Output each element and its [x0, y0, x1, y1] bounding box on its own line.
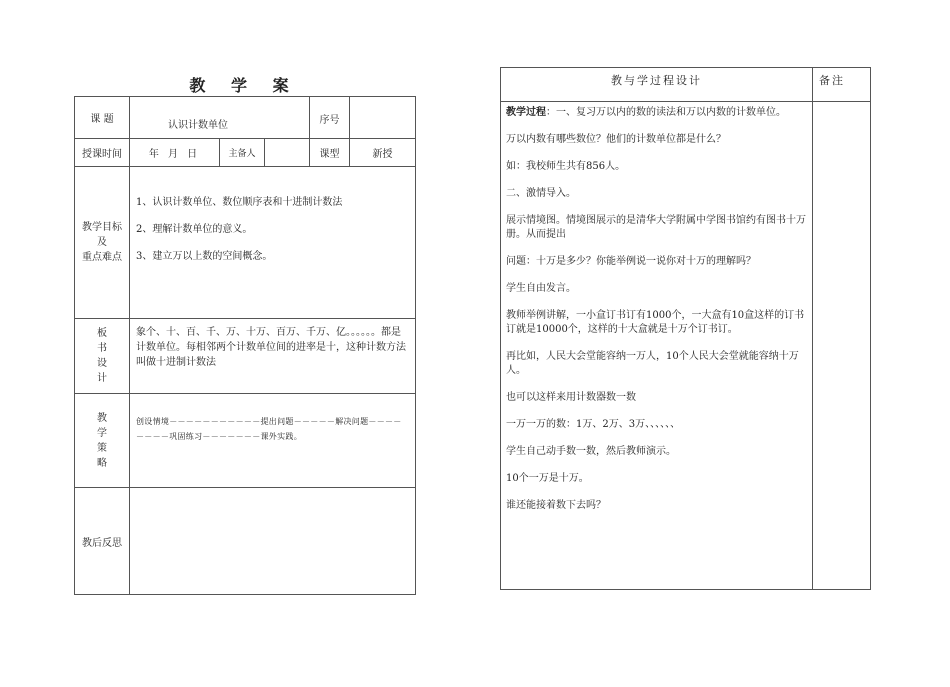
process-paragraph: 如：我校师生共有856人。 — [506, 161, 626, 172]
process-paragraph: 万以内数有哪些数位？他们的计数单位都是什么？ — [506, 134, 726, 145]
type-value: 新授 — [350, 139, 416, 167]
serial-label: 序号 — [310, 97, 350, 139]
process-content — [501, 102, 813, 590]
notes-content — [813, 102, 871, 590]
page-title: 教 学 案 — [189, 76, 299, 95]
time-value: 年 月 日 — [130, 139, 220, 167]
process-paragraph: 教师举例讲解，一小盒订书订有1000个，一大盒有10盒这样的订书订就是10000个，这样的十大盒就是十万个订书订。 — [506, 310, 805, 335]
topic-value: 认识计数单位 — [130, 97, 310, 139]
board-label: 板 书 设 计 — [75, 319, 130, 394]
process-paragraph: 二、激情导入。 — [506, 188, 576, 199]
teaching-strategy-text: 创设情境－－－－－－－－－－－提出问题－－－－－解决问题－－－－－－－－巩固练习－－－－－－－课外实践。 — [130, 394, 416, 488]
board-design-text: 象个、十、百、千、万、十万、百万、千万、亿。。。。。。都是计数单位。每相邻两个计数单位间的进率是十，这种计数方法叫做十进制计数法 — [130, 319, 416, 394]
process-paragraph: 学生自己动手数一数，然后教师演示。 — [506, 446, 676, 457]
goal-item: 3、建立万以上数的空间概念。 — [136, 251, 273, 262]
process-header: 教与学过程设计 — [501, 68, 813, 102]
process-paragraph: 一万一万的数：1万、2万、3万、、、、、、 — [506, 419, 681, 430]
topic-label: 课 题 — [75, 97, 130, 139]
goal-item: 1、认识计数单位、数位顺序表和十进制计数法 — [136, 197, 343, 208]
goals-content — [130, 167, 416, 319]
process-paragraph: 也可以这样来用计数器数一数 — [506, 392, 636, 403]
teaching-process-table — [500, 67, 871, 590]
process-lead-bold: 教学过程 — [506, 107, 546, 118]
strategy-label: 教 学 策 略 — [75, 394, 130, 488]
process-paragraph: 问题：十万是多少？你能举例说一说你对十万的理解吗？ — [506, 256, 756, 267]
type-label: 课型 — [310, 139, 350, 167]
reflection-value — [130, 488, 416, 595]
goals-label: 教学目标 及 重点难点 — [75, 167, 130, 319]
process-lead-text: ：一、复习万以内的数的读法和万以内数的计数单位。 — [546, 107, 786, 118]
lesson-info-table — [74, 96, 416, 595]
serial-value — [350, 97, 416, 139]
process-paragraph: 展示情境图。情境图展示的是清华大学附属中学图书馆约有图书十万册。从而提出 — [506, 215, 806, 240]
process-paragraph: 再比如，人民大会堂能容纳一万人，10个人民大会堂就能容纳十万人。 — [506, 351, 799, 376]
process-paragraph: 谁还能接着数下去吗？ — [506, 500, 606, 511]
goal-item: 2、理解计数单位的意义。 — [136, 224, 253, 235]
process-paragraph: 10个一万是十万。 — [506, 473, 589, 484]
preparer-value — [265, 139, 310, 167]
notes-header: 备注 — [813, 68, 871, 102]
time-label: 授课时间 — [75, 139, 130, 167]
reflection-label: 教后反思 — [75, 488, 130, 595]
preparer-label: 主备人 — [220, 139, 265, 167]
process-paragraph: 学生自由发言。 — [506, 283, 576, 294]
